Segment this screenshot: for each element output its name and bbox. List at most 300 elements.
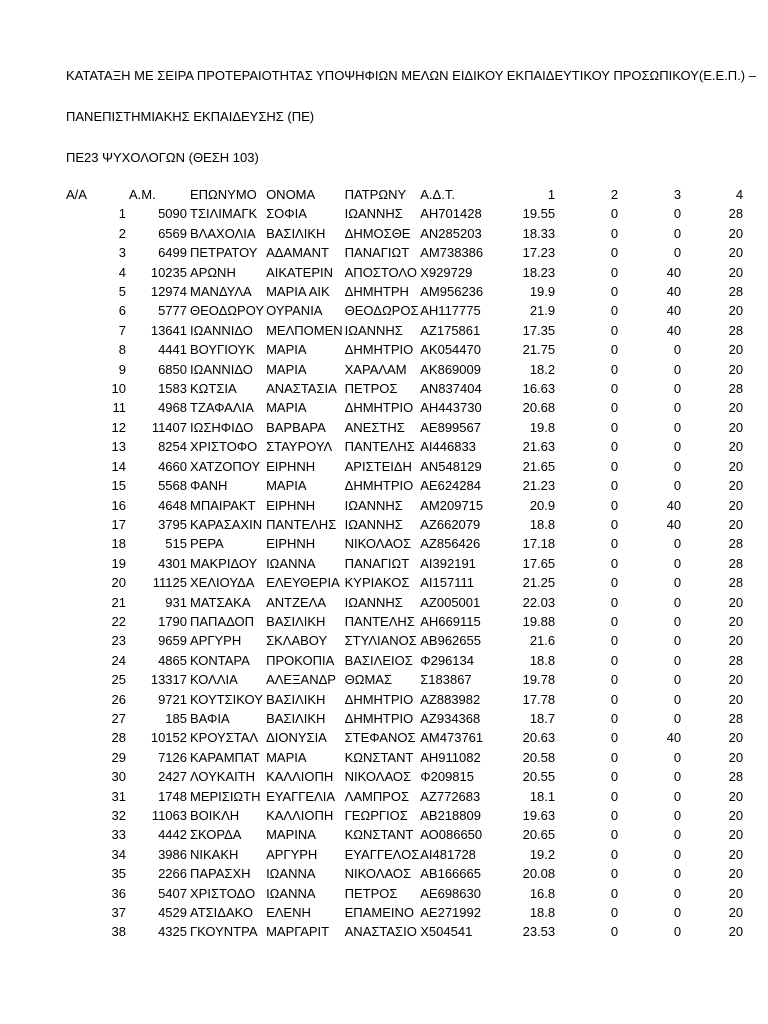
cell-criterion-1: 19.2 [529, 846, 556, 862]
cell-name: ΑΔΑΜΑΝΤ [266, 245, 329, 261]
cell-name: ΜΑΡΙΑ ΑΙΚ [266, 284, 330, 300]
cell-criterion-2: 0 [610, 536, 619, 552]
cell-criterion-3: 0 [673, 846, 682, 862]
cell-patronymic: ΔΗΜΗΤΡΙΟ [344, 478, 414, 494]
cell-criterion-4: 20 [728, 516, 744, 532]
table-row [0, 767, 743, 786]
table-row [0, 922, 743, 941]
cell-surname: ΚΟΝΤΑΡΑ [190, 652, 250, 668]
cell-name: ΚΑΛΛΙΟΠΗ [266, 808, 334, 823]
cell-patronymic: ΝΙΚΟΛΑΟΣ [344, 536, 412, 552]
cell-criterion-3: 0 [673, 808, 682, 823]
table-row [0, 806, 743, 825]
cell-criterion-2: 0 [610, 419, 619, 435]
cell-surname: ΧΡΙΣΤΟΔΟ [190, 885, 256, 901]
cell-criterion-4: 20 [728, 808, 744, 823]
cell-criterion-2: 0 [610, 206, 619, 222]
header-criterion-3: 3 [673, 187, 682, 202]
cell-am: 4442 [158, 827, 187, 843]
cell-am: 4968 [158, 400, 187, 416]
ranking-table [0, 185, 743, 942]
cell-criterion-3: 0 [673, 691, 682, 707]
cell-surname: ΑΤΣΙΔΑΚΟ [190, 905, 254, 921]
cell-name: ΟΥΡΑΝΙΑ [266, 303, 323, 319]
cell-am: 7126 [158, 749, 187, 765]
cell-criterion-1: 20.63 [522, 730, 556, 746]
table-row [0, 690, 743, 709]
cell-criterion-2: 0 [610, 264, 619, 280]
cell-am: 5090 [158, 206, 187, 222]
cell-criterion-4: 20 [728, 303, 744, 319]
cell-id-card: ΑΟ086650 [420, 827, 483, 843]
cell-id-card: ΑΗ443730 [420, 400, 482, 416]
header-criterion-1: 1 [547, 187, 556, 202]
cell-criterion-1: 20.55 [522, 769, 556, 785]
cell-am: 2427 [158, 769, 187, 785]
cell-surname: ΚΑΡΑΣΑΧΙΝ [190, 516, 263, 532]
cell-name: ΒΑΡΒΑΡΑ [266, 419, 326, 435]
cell-name: ΜΑΡΙΝΑ [266, 827, 316, 843]
cell-criterion-3: 0 [673, 342, 682, 358]
cell-patronymic: ΔΗΜΗΤΡΙΟ [344, 710, 414, 726]
cell-patronymic: ΑΡΙΣΤΕΙΔΗ [344, 458, 412, 474]
cell-id-card: ΑΖ772683 [420, 788, 481, 804]
table-row [0, 457, 743, 476]
cell-name: ΑΙΚΑΤΕΡΙΝ [266, 264, 334, 280]
cell-aa: 38 [111, 924, 126, 940]
cell-criterion-1: 19.78 [522, 672, 556, 688]
cell-criterion-4: 20 [728, 788, 744, 804]
cell-id-card: ΑΙ481728 [420, 846, 476, 862]
cell-criterion-1: 17.65 [522, 555, 556, 571]
cell-criterion-1: 20.9 [529, 497, 556, 513]
table-row [0, 825, 743, 844]
cell-am: 3795 [158, 516, 187, 532]
table-row [0, 437, 743, 456]
cell-am: 5407 [158, 885, 187, 901]
cell-criterion-2: 0 [610, 575, 619, 591]
cell-criterion-2: 0 [610, 633, 619, 649]
cell-criterion-2: 0 [610, 342, 619, 358]
cell-am: 11407 [151, 419, 187, 435]
cell-aa: 2 [118, 225, 126, 241]
cell-criterion-1: 19.9 [529, 284, 556, 300]
cell-am: 1748 [158, 788, 187, 804]
table-row [0, 748, 743, 767]
cell-criterion-4: 28 [728, 575, 744, 591]
cell-criterion-1: 18.2 [529, 361, 556, 377]
cell-id-card: ΑΖ883982 [420, 691, 481, 707]
cell-name: ΣΤΑΥΡΟΥΛ [266, 439, 333, 455]
cell-criterion-3: 0 [673, 419, 682, 435]
cell-patronymic: ΙΩΑΝΝΗΣ [344, 594, 403, 610]
table-row [0, 360, 743, 379]
cell-id-card: ΑΕ698630 [420, 885, 481, 901]
cell-criterion-4: 20 [728, 846, 744, 862]
cell-criterion-4: 20 [728, 478, 744, 494]
table-row [0, 515, 743, 534]
cell-name: ΒΑΣΙΛΙΚΗ [266, 225, 326, 241]
cell-criterion-1: 16.8 [529, 885, 556, 901]
cell-id-card: ΑΚ054470 [420, 342, 481, 358]
cell-criterion-3: 0 [673, 924, 682, 940]
cell-am: 10152 [150, 730, 187, 746]
cell-aa: 33 [111, 827, 126, 843]
cell-criterion-3: 0 [673, 710, 682, 726]
cell-id-card: ΑΙ446833 [420, 439, 476, 455]
cell-criterion-1: 21.6 [529, 633, 556, 649]
cell-criterion-2: 0 [610, 594, 619, 610]
table-row [0, 554, 743, 573]
cell-id-card: ΑΗ701428 [420, 206, 482, 222]
cell-criterion-3: 0 [673, 381, 682, 397]
cell-am: 9659 [158, 633, 187, 649]
cell-criterion-3: 0 [673, 827, 682, 843]
cell-id-card: Χ504541 [420, 924, 473, 940]
document-title-line-1: ΚΑΤΑΤΑΞΗ ΜΕ ΣΕΙΡΑ ΠΡΟΤΕΡΑΙΟΤΗΤΑΣ ΥΠΟΨΗΦΙΩΝ ΜΕΛΩΝ ΕΙΔΙΚΟΥ ΕΚΠΑΙΔΕΥΤΙΚΟΥ ΠΡΟΣΩΠΙΚΟΥ(Ε.Ε.Π.) – [66, 68, 756, 83]
cell-criterion-4: 20 [728, 691, 744, 707]
cell-criterion-1: 21.23 [522, 478, 556, 494]
cell-criterion-1: 18.23 [522, 264, 556, 280]
cell-criterion-4: 20 [728, 672, 744, 688]
cell-criterion-1: 16.63 [522, 381, 556, 397]
cell-criterion-1: 17.23 [522, 245, 556, 261]
table-row [0, 631, 743, 650]
cell-patronymic: ΠΕΤΡΟΣ [344, 381, 398, 397]
cell-criterion-3: 40 [666, 497, 682, 513]
cell-patronymic: ΣΤΥΛΙΑΝΟΣ [344, 633, 417, 649]
header-am: Α.Μ. [129, 187, 156, 202]
cell-criterion-3: 0 [673, 458, 682, 474]
cell-aa: 4 [118, 264, 126, 280]
cell-id-card: ΑΗ669115 [420, 613, 481, 629]
cell-surname: ΛΟΥΚΑΙΤΗ [190, 769, 256, 785]
cell-id-card: ΑΜ209715 [420, 497, 484, 513]
cell-aa: 16 [111, 497, 126, 513]
cell-patronymic: ΠΕΤΡΟΣ [344, 885, 398, 901]
cell-id-card: ΑΗ117775 [420, 303, 481, 319]
cell-id-card: ΑΒ166665 [420, 866, 481, 882]
cell-criterion-1: 22.03 [522, 594, 556, 610]
cell-criterion-1: 19.88 [522, 613, 556, 629]
cell-name: ΑΛΕΞΑΝΔΡ [266, 672, 336, 688]
cell-criterion-4: 28 [728, 652, 744, 668]
cell-criterion-3: 40 [666, 284, 682, 300]
cell-am: 4529 [158, 905, 187, 921]
cell-criterion-1: 21.65 [522, 458, 556, 474]
cell-am: 4660 [158, 458, 187, 474]
cell-surname: ΜΑΚΡΙΔΟΥ [190, 555, 258, 571]
cell-id-card: ΑΕ624284 [420, 478, 481, 494]
cell-patronymic: ΝΙΚΟΛΑΟΣ [344, 866, 412, 882]
cell-name: ΕΙΡΗΝΗ [266, 497, 316, 513]
cell-criterion-3: 40 [666, 264, 682, 280]
cell-criterion-2: 0 [610, 672, 619, 688]
cell-aa: 9 [118, 361, 126, 377]
cell-am: 9721 [158, 691, 187, 707]
cell-aa: 25 [111, 672, 126, 688]
cell-surname: ΓΚΟΥΝΤΡΑ [190, 924, 258, 940]
cell-patronymic: ΔΗΜΗΤΡΙΟ [344, 691, 414, 707]
cell-am: 5777 [158, 303, 187, 319]
cell-criterion-2: 0 [610, 885, 619, 901]
cell-aa: 13 [111, 439, 126, 455]
cell-criterion-3: 0 [673, 788, 682, 804]
cell-id-card: ΑΝ548129 [420, 458, 482, 474]
cell-criterion-3: 40 [666, 516, 682, 532]
header-criterion-4: 4 [735, 187, 744, 202]
cell-criterion-2: 0 [610, 749, 619, 765]
cell-id-card: ΑΙ392191 [420, 555, 476, 571]
cell-criterion-3: 0 [673, 400, 682, 416]
cell-surname: ΧΕΛΙΟΥΔΑ [190, 575, 255, 591]
cell-name: ΜΑΡΙΑ [266, 749, 307, 765]
cell-criterion-4: 20 [728, 885, 744, 901]
cell-criterion-4: 28 [728, 381, 744, 397]
cell-surname: ΒΑΦΙΑ [190, 710, 230, 726]
cell-criterion-4: 28 [728, 710, 744, 726]
cell-id-card: ΑΝ837404 [420, 381, 482, 397]
cell-criterion-4: 20 [728, 924, 744, 940]
cell-criterion-3: 0 [673, 905, 682, 921]
cell-criterion-4: 20 [728, 866, 744, 882]
table-row [0, 496, 743, 515]
cell-surname: ΤΖΑΦΑΛΙΑ [190, 400, 254, 416]
cell-id-card: ΑΕ271992 [420, 905, 481, 921]
table-row [0, 263, 743, 282]
cell-criterion-2: 0 [610, 769, 619, 785]
cell-name: ΜΑΡΙΑ [266, 342, 307, 358]
cell-surname: ΘΕΟΔΩΡΟΥ [190, 303, 265, 319]
cell-patronymic: ΔΗΜΗΤΡΙΟ [344, 400, 414, 416]
cell-am: 11125 [152, 575, 187, 591]
cell-criterion-2: 0 [610, 846, 619, 862]
cell-name: ΜΕΛΠΟΜΕΝ [266, 322, 343, 338]
cell-criterion-3: 0 [673, 613, 682, 629]
cell-criterion-3: 40 [666, 322, 682, 338]
cell-aa: 5 [118, 284, 126, 300]
cell-patronymic: ΚΩΝΣΤΑΝΤ [344, 749, 414, 765]
cell-id-card: Φ296134 [420, 652, 475, 668]
cell-criterion-3: 0 [673, 594, 682, 610]
table-row [0, 340, 743, 359]
cell-criterion-2: 0 [610, 381, 619, 397]
cell-aa: 22 [111, 613, 126, 629]
cell-aa: 19 [111, 555, 126, 571]
table-row [0, 476, 743, 495]
cell-criterion-2: 0 [610, 691, 619, 707]
cell-criterion-3: 0 [673, 633, 682, 649]
cell-id-card: ΑΖ934368 [420, 710, 481, 726]
cell-patronymic: ΘΕΟΔΩΡΟΣ [344, 303, 419, 319]
cell-criterion-1: 20.68 [522, 400, 556, 416]
cell-am: 931 [165, 594, 187, 610]
cell-criterion-4: 20 [728, 342, 744, 358]
cell-id-card: Φ209815 [420, 769, 475, 785]
cell-criterion-4: 20 [728, 749, 744, 765]
header-id-card: Α.Δ.Τ. [420, 187, 455, 202]
table-row [0, 282, 743, 301]
cell-criterion-2: 0 [610, 322, 619, 338]
cell-criterion-4: 20 [728, 497, 744, 513]
cell-surname: ΙΩΑΝΝΙΔΟ [190, 361, 253, 377]
cell-patronymic: ΝΙΚΟΛΑΟΣ [344, 769, 412, 785]
document-subtitle: ΠΕ23 ΨΥΧΟΛΟΓΩΝ (ΘΕΣΗ 103) [66, 150, 259, 165]
cell-criterion-1: 18.8 [529, 516, 556, 532]
cell-surname: ΠΑΡΑΣΧΗ [190, 866, 251, 882]
table-row [0, 418, 743, 437]
table-row [0, 709, 743, 728]
cell-name: ΕΥΑΓΓΕΛΙΑ [266, 788, 336, 804]
cell-aa: 6 [118, 303, 126, 319]
cell-aa: 17 [111, 516, 126, 532]
cell-criterion-3: 0 [673, 206, 682, 222]
cell-surname: ΙΩΣΗΦΙΔΟ [190, 419, 254, 435]
cell-surname: ΒΟΥΓΙΟΥΚ [190, 342, 255, 358]
cell-criterion-2: 0 [610, 400, 619, 416]
cell-criterion-3: 0 [673, 478, 682, 494]
cell-criterion-4: 20 [728, 245, 744, 261]
cell-aa: 8 [118, 342, 126, 358]
cell-am: 12974 [150, 284, 187, 300]
cell-criterion-1: 18.7 [529, 710, 556, 726]
cell-name: ΠΑΝΤΕΛΗΣ [266, 516, 337, 532]
cell-criterion-2: 0 [610, 827, 619, 843]
cell-id-card: ΑΙ157111 [420, 575, 474, 591]
cell-criterion-4: 28 [728, 536, 744, 552]
cell-surname: ΜΑΝΔΥΛΑ [190, 284, 252, 300]
table-row [0, 651, 743, 670]
cell-criterion-1: 20.08 [522, 866, 556, 882]
header-surname: ΕΠΩΝΥΜΟ [190, 187, 257, 202]
cell-name: ΙΩΑΝΝΑ [266, 885, 316, 901]
cell-surname: ΤΣΙΛΙΜΑΓΚ [190, 206, 258, 222]
table-row [0, 787, 743, 806]
cell-surname: ΒΟΙΚΛΗ [190, 808, 240, 823]
cell-criterion-1: 18.33 [522, 225, 556, 241]
cell-criterion-3: 0 [673, 555, 682, 571]
cell-patronymic: ΚΩΝΣΤΑΝΤ [344, 827, 414, 843]
cell-aa: 23 [111, 633, 126, 649]
cell-id-card: Χ929729 [420, 264, 473, 280]
cell-criterion-2: 0 [610, 808, 619, 823]
cell-name: ΒΑΣΙΛΙΚΗ [266, 710, 326, 726]
cell-aa: 27 [111, 710, 126, 726]
cell-criterion-4: 20 [728, 613, 744, 629]
cell-surname: ΙΩΑΝΝΙΔΟ [190, 322, 253, 338]
cell-patronymic: ΙΩΑΝΝΗΣ [344, 322, 403, 338]
cell-name: ΠΡΟΚΟΠΙΑ [266, 652, 335, 668]
cell-am: 8254 [158, 439, 187, 455]
cell-id-card: ΑΖ856426 [420, 536, 481, 552]
cell-surname: ΜΠΑΙΡΑΚΤ [190, 497, 256, 513]
cell-criterion-3: 0 [673, 536, 682, 552]
cell-criterion-2: 0 [610, 555, 619, 571]
cell-id-card: ΑΚ869009 [420, 361, 481, 377]
cell-criterion-1: 19.55 [522, 206, 556, 222]
table-row [0, 903, 743, 922]
cell-name: ΑΝΤΖΕΛΑ [266, 594, 327, 610]
cell-am: 13317 [150, 672, 187, 688]
cell-criterion-2: 0 [610, 439, 619, 455]
cell-am: 185 [165, 710, 187, 726]
cell-patronymic: ΑΝΑΣΤΑΣΙΟ [344, 924, 417, 940]
cell-criterion-4: 20 [728, 458, 744, 474]
cell-patronymic: ΙΩΑΝΝΗΣ [344, 206, 403, 222]
cell-name: ΜΑΡΙΑ [266, 400, 307, 416]
cell-criterion-2: 0 [610, 613, 619, 629]
cell-surname: ΣΚΟΡΔΑ [190, 827, 242, 843]
cell-am: 4865 [158, 652, 187, 668]
cell-criterion-3: 0 [673, 672, 682, 688]
cell-patronymic: ΙΩΑΝΝΗΣ [344, 497, 403, 513]
table-row [0, 243, 743, 262]
cell-criterion-1: 17.78 [522, 691, 556, 707]
cell-criterion-4: 20 [728, 730, 744, 746]
cell-aa: 35 [111, 866, 126, 882]
cell-surname: ΜΑΤΣΑΚΑ [190, 594, 251, 610]
header-criterion-2: 2 [610, 187, 619, 202]
cell-patronymic: ΔΗΜΗΤΡΙΟ [344, 342, 414, 358]
cell-am: 4648 [158, 497, 187, 513]
cell-criterion-4: 28 [728, 322, 744, 338]
cell-id-card: ΑΜ473761 [420, 730, 484, 746]
cell-surname: ΦΑΝΗ [190, 478, 228, 494]
cell-aa: 37 [111, 905, 126, 921]
header-name: ΟΝΟΜΑ [266, 187, 316, 202]
cell-criterion-4: 28 [728, 769, 744, 785]
cell-patronymic: ΕΥΑΓΓΕΛΟΣ [344, 846, 420, 862]
table-row [0, 884, 743, 903]
cell-name: ΑΡΓΥΡΗ [266, 846, 318, 862]
cell-criterion-3: 0 [673, 439, 682, 455]
cell-criterion-3: 0 [673, 361, 682, 377]
cell-name: ΣΚΛΑΒΟΥ [266, 633, 328, 649]
cell-surname: ΝΙΚΑΚΗ [190, 846, 239, 862]
cell-aa: 1 [118, 206, 126, 222]
table-row [0, 398, 743, 417]
cell-patronymic: ΕΠΑΜΕΙΝΟ [344, 905, 414, 921]
cell-criterion-4: 20 [728, 400, 744, 416]
cell-id-card: ΑΒ218809 [420, 808, 481, 823]
cell-aa: 32 [111, 808, 126, 823]
cell-name: ΙΩΑΝΝΑ [266, 866, 316, 882]
cell-criterion-4: 20 [728, 633, 744, 649]
cell-criterion-3: 0 [673, 652, 682, 668]
cell-criterion-3: 0 [673, 866, 682, 882]
cell-patronymic: ΠΑΝΑΓΙΩΤ [344, 555, 410, 571]
cell-name: ΒΑΣΙΛΙΚΗ [266, 613, 326, 629]
cell-aa: 24 [111, 652, 126, 668]
table-header-row [0, 185, 743, 204]
table-row [0, 612, 743, 631]
cell-am: 515 [165, 536, 187, 552]
cell-criterion-1: 23.53 [522, 924, 556, 940]
cell-id-card: ΑΕ899567 [420, 419, 481, 435]
cell-surname: ΚΡΟΥΣΤΑΛ [190, 730, 259, 746]
cell-surname: ΧΑΤΖΟΠΟΥ [190, 458, 261, 474]
cell-am: 6569 [158, 225, 187, 241]
cell-criterion-4: 20 [728, 594, 744, 610]
cell-am: 6499 [158, 245, 187, 261]
cell-surname: ΒΛΑΧΟΛΙΑ [190, 225, 256, 241]
cell-surname: ΚΟΛΛΙΑ [190, 672, 238, 688]
cell-patronymic: ΣΤΕΦΑΝΟΣ [344, 730, 416, 746]
cell-aa: 21 [111, 594, 126, 610]
cell-am: 3986 [158, 846, 187, 862]
cell-criterion-1: 19.8 [529, 419, 556, 435]
cell-criterion-2: 0 [610, 497, 619, 513]
